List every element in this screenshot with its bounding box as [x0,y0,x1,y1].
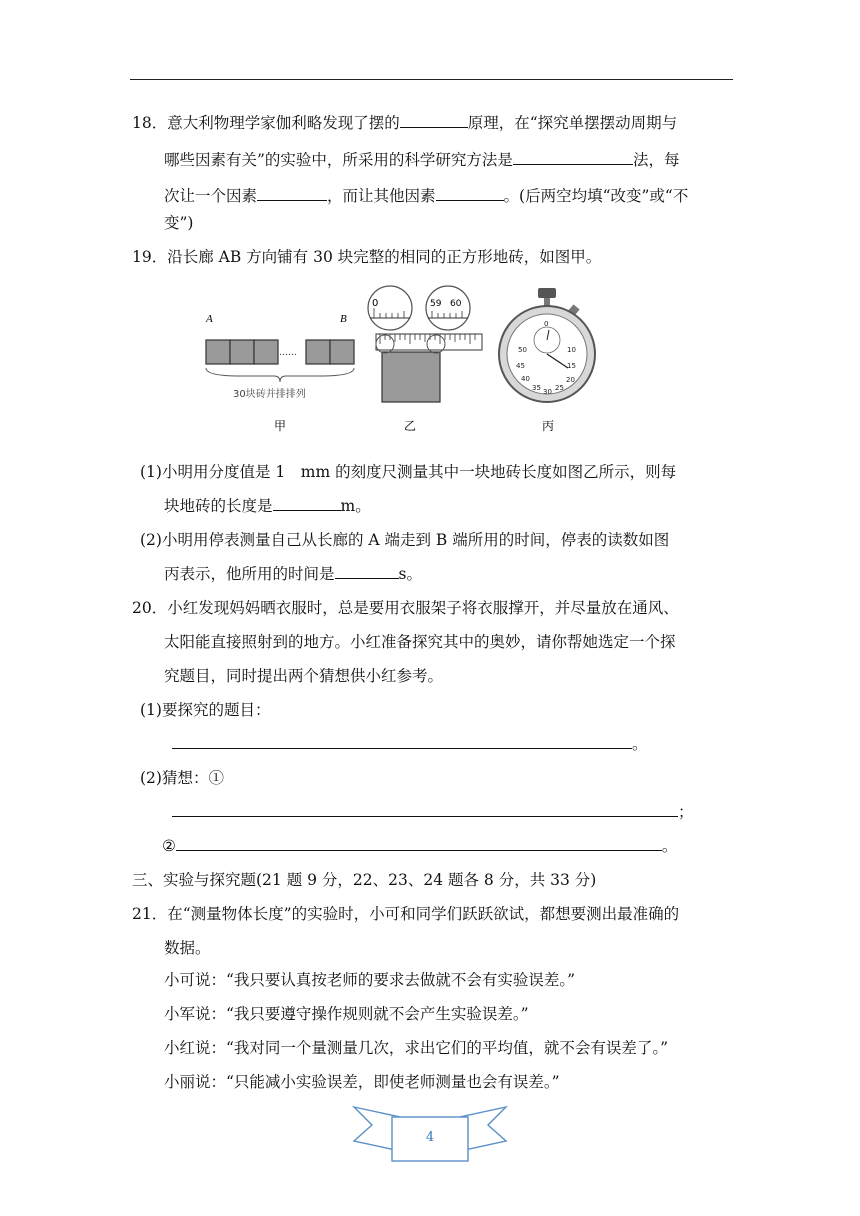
q21-line6: 小丽说：“只能减小实验误差，即使老师测量也会有误差。” [164,1073,560,1091]
svg-text:35: 35 [532,384,541,392]
q18-line3: 次让一个因素 ，而让其他因素 。(后两空均填“改变”或“不 [164,187,689,205]
q20-guess1-line: ； [172,802,694,822]
q20-blank-guess1[interactable] [172,802,678,817]
q18-blank4[interactable] [436,186,504,201]
q18-blank1[interactable] [400,113,468,128]
zoom-60-label: 60 [450,299,462,309]
q18-line4: 变”) [164,214,194,232]
q20-line3: 究题目，同时提出两个猜想供小红参考。 [164,667,444,685]
q18-line1: 18．意大利物理学家伽利略发现了摆的 原理，在“探究单摆摆动周期与 [132,114,678,132]
q21-line1: 21．在“测量物体长度”的实验时，小可和同学们跃跃欲试，都想要测出最准确的 [132,905,680,923]
q19-sub1-line2: 块地砖的长度是 m。 [164,497,371,515]
q20-sub2: (2)猜想：① [140,769,224,787]
caption-jia: 甲 [274,419,287,433]
brick-brace [206,368,354,382]
q21-line4: 小军说：“我只要遵守操作规则就不会产生实验误差。” [164,1005,529,1023]
caption-bing: 丙 [542,419,555,433]
q19-sub1-line1: (1)小明用分度值是 1 mm 的刻度尺测量其中一块地砖长度如图乙所示，则每 [140,463,677,481]
caption-yi: 乙 [404,419,417,433]
q19-sub2-line1: (2)小明用停表测量自己从长廊的 A 端走到 B 端所用的时间，停表的读数如图 [140,531,670,549]
svg-text:0: 0 [544,320,549,328]
q18-blank2[interactable] [513,150,633,165]
q19-blank2[interactable] [335,564,399,579]
brick-caption: 30块砖并排排列 [233,389,306,400]
label-b: B [340,313,347,325]
zoom-59-label: 59 [430,299,442,309]
header-rule [130,79,733,80]
q20-blank-guess2[interactable] [176,836,662,851]
svg-text:20: 20 [566,376,575,384]
q20-guess2-line: ② 。 [162,837,678,855]
q21-line5: 小红说：“我对同一个量测量几次，求出它们的平均值，就不会有误差了。” [164,1039,669,1057]
label-a: A [206,313,213,325]
svg-text:40: 40 [521,375,530,383]
ruler [376,334,482,350]
q20-blank-topic[interactable] [172,734,632,749]
svg-text:25: 25 [555,384,564,392]
q19-line1: 19．沿长廊 AB 方向铺有 30 块完整的相同的正方形地砖，如图甲。 [132,248,602,266]
q20-sub1: (1)要探究的题目： [140,701,271,719]
q19-blank1[interactable] [273,496,341,511]
section-3-heading: 三、实验与探究题(21 题 9 分，22、23、24 题各 8 分，共 33 分) [132,871,597,889]
q20-sub1-answer-line: 。 [172,734,648,754]
q20-line2: 太阳能直接照射到的地方。小红准备探究其中的奥妙，请你帮她选定一个探 [164,633,676,651]
stopwatch-crown [538,288,556,298]
brick-dots: …… [279,348,297,358]
q20-line1: 20．小红发现妈妈晒衣服时，总是要用衣服架子将衣服撑开，并尽量放在通风、 [132,599,679,617]
q21-line3: 小可说：“我只要认真按老师的要求去做就不会有实验误差。” [164,971,576,989]
svg-text:50: 50 [518,346,527,354]
page-number: 4 [425,1130,435,1145]
q18-blank3[interactable] [257,186,327,201]
q21-line2: 数据。 [164,939,211,957]
svg-text:10: 10 [567,346,576,354]
q19-sub2-line2: 丙表示，他所用的时间是 s。 [164,565,422,583]
ruler-brick [382,352,440,402]
q19-figure [200,282,600,442]
q18-line2: 哪些因素有关”的实验中，所采用的科学研究方法是 法，每 [164,151,680,169]
svg-text:45: 45 [516,362,525,370]
svg-text:30: 30 [543,388,552,396]
zoom-zero-label: 0 [372,298,379,309]
svg-text:15: 15 [567,362,576,370]
